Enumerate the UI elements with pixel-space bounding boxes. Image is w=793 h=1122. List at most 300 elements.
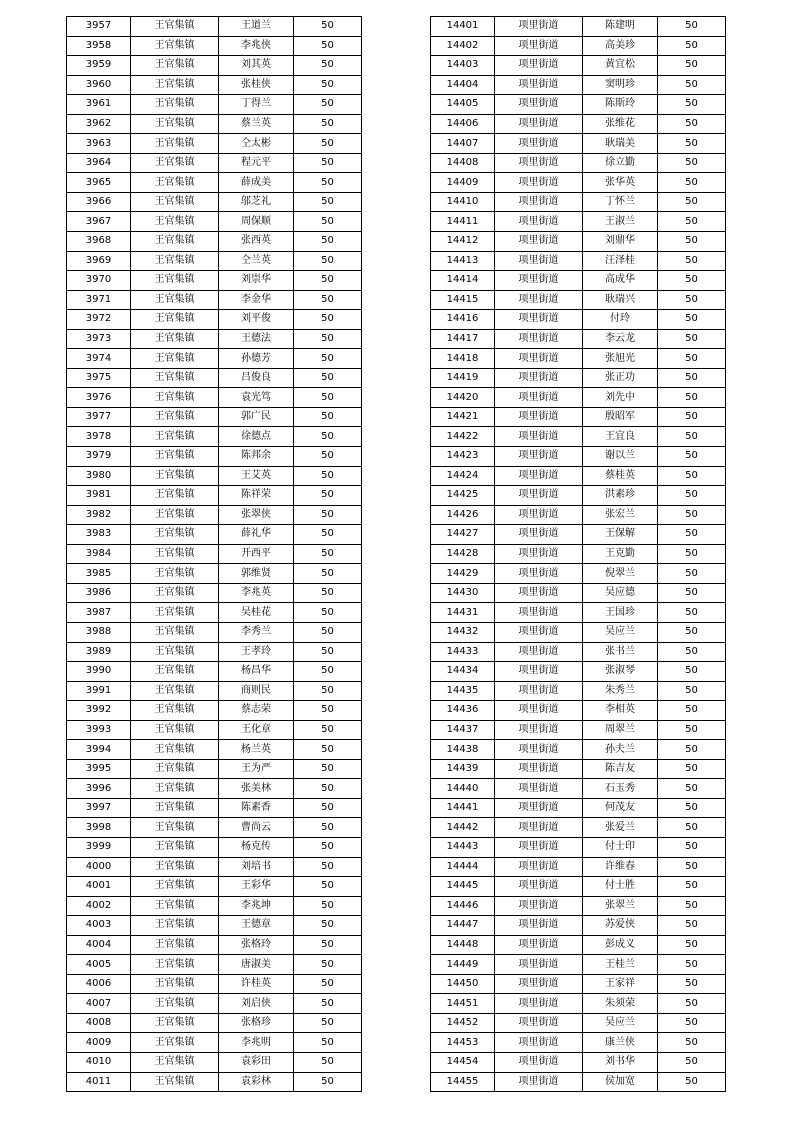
- amount-cell: 50: [658, 486, 726, 506]
- town-cell: 王官集镇: [131, 134, 219, 154]
- table-row: [67, 662, 362, 682]
- amount-cell: 50: [658, 525, 726, 545]
- town-cell: 王官集镇: [131, 486, 219, 506]
- serial-number-cell: 14402: [431, 36, 495, 56]
- amount-cell: 50: [658, 134, 726, 154]
- table-row: [67, 251, 362, 271]
- amount-cell: 50: [658, 36, 726, 56]
- amount-cell: 50: [658, 251, 726, 271]
- name-cell: 丁得兰: [219, 95, 294, 115]
- serial-number-cell: 14426: [431, 505, 495, 525]
- serial-number-cell: 3962: [67, 114, 131, 134]
- name-cell: 耿瑞美: [583, 134, 658, 154]
- table-row: [431, 1013, 726, 1033]
- name-cell: 苏爱侠: [583, 916, 658, 936]
- town-cell: 王官集镇: [131, 1072, 219, 1092]
- town-cell: 王官集镇: [131, 407, 219, 427]
- town-cell: 项里街道: [495, 701, 583, 721]
- serial-number-cell: 14410: [431, 192, 495, 212]
- name-cell: 吴应兰: [583, 1013, 658, 1033]
- town-cell: 项里街道: [495, 114, 583, 134]
- name-cell: 张美林: [219, 779, 294, 799]
- serial-number-cell: 14412: [431, 232, 495, 252]
- name-cell: 张爱兰: [583, 818, 658, 838]
- town-cell: 项里街道: [495, 192, 583, 212]
- serial-number-cell: 14441: [431, 798, 495, 818]
- name-cell: 王德章: [219, 916, 294, 936]
- name-cell: 周翠兰: [583, 720, 658, 740]
- table-row: [431, 290, 726, 310]
- name-cell: 石玉秀: [583, 779, 658, 799]
- amount-cell: 50: [294, 603, 362, 623]
- town-cell: 王官集镇: [131, 798, 219, 818]
- amount-cell: 50: [658, 271, 726, 291]
- name-cell: 杨昌华: [219, 662, 294, 682]
- town-cell: 项里街道: [495, 818, 583, 838]
- table-row: [67, 1072, 362, 1092]
- name-cell: 张淑琴: [583, 662, 658, 682]
- table-row: [431, 1072, 726, 1092]
- serial-number-cell: 3958: [67, 36, 131, 56]
- table-row: [431, 212, 726, 232]
- serial-number-cell: 14443: [431, 837, 495, 857]
- table-row: [67, 75, 362, 95]
- table-row: [67, 955, 362, 975]
- name-cell: 李兆侠: [219, 36, 294, 56]
- name-cell: 陈吉友: [583, 759, 658, 779]
- table-row: [67, 935, 362, 955]
- table-row: [431, 36, 726, 56]
- amount-cell: 50: [294, 974, 362, 994]
- table-row: [431, 505, 726, 525]
- left-table: [66, 16, 362, 1092]
- amount-cell: 50: [294, 818, 362, 838]
- serial-number-cell: 14430: [431, 583, 495, 603]
- amount-cell: 50: [658, 232, 726, 252]
- name-cell: 王保解: [583, 525, 658, 545]
- amount-cell: 50: [658, 935, 726, 955]
- name-cell: 邬芝礼: [219, 192, 294, 212]
- serial-number-cell: 14424: [431, 466, 495, 486]
- town-cell: 王官集镇: [131, 974, 219, 994]
- amount-cell: 50: [294, 153, 362, 173]
- serial-number-cell: 3977: [67, 407, 131, 427]
- town-cell: 项里街道: [495, 564, 583, 584]
- name-cell: 侯加宽: [583, 1072, 658, 1092]
- serial-number-cell: 3969: [67, 251, 131, 271]
- name-cell: 杨兰英: [219, 740, 294, 760]
- serial-number-cell: 3990: [67, 662, 131, 682]
- amount-cell: 50: [294, 857, 362, 877]
- name-cell: 吴应德: [583, 583, 658, 603]
- name-cell: 张旭光: [583, 349, 658, 369]
- table-row: [67, 759, 362, 779]
- town-cell: 项里街道: [495, 857, 583, 877]
- table-row: [431, 779, 726, 799]
- serial-number-cell: 4001: [67, 877, 131, 897]
- table-row: [67, 916, 362, 936]
- serial-number-cell: 3966: [67, 192, 131, 212]
- name-cell: 许桂英: [219, 974, 294, 994]
- town-cell: 项里街道: [495, 290, 583, 310]
- serial-number-cell: 3987: [67, 603, 131, 623]
- amount-cell: 50: [658, 1013, 726, 1033]
- serial-number-cell: 14445: [431, 877, 495, 897]
- serial-number-cell: 3970: [67, 271, 131, 291]
- table-row: [431, 935, 726, 955]
- name-cell: 王德法: [219, 329, 294, 349]
- table-row: [67, 192, 362, 212]
- town-cell: 项里街道: [495, 525, 583, 545]
- serial-number-cell: 3963: [67, 134, 131, 154]
- name-cell: 黄宜松: [583, 56, 658, 76]
- name-cell: 王淑兰: [583, 212, 658, 232]
- name-cell: 刘培书: [219, 857, 294, 877]
- name-cell: 袁光笃: [219, 388, 294, 408]
- table-row: [67, 1033, 362, 1053]
- table-row: [67, 994, 362, 1014]
- town-cell: 王官集镇: [131, 681, 219, 701]
- serial-number-cell: 3968: [67, 232, 131, 252]
- name-cell: 张西英: [219, 232, 294, 252]
- name-cell: 刘崇华: [219, 271, 294, 291]
- table-row: [431, 583, 726, 603]
- town-cell: 项里街道: [495, 955, 583, 975]
- amount-cell: 50: [658, 662, 726, 682]
- serial-number-cell: 3964: [67, 153, 131, 173]
- amount-cell: 50: [294, 290, 362, 310]
- town-cell: 项里街道: [495, 212, 583, 232]
- name-cell: 蔡兰英: [219, 114, 294, 134]
- serial-number-cell: 4005: [67, 955, 131, 975]
- amount-cell: 50: [658, 759, 726, 779]
- town-cell: 王官集镇: [131, 857, 219, 877]
- name-cell: 李金华: [219, 290, 294, 310]
- town-cell: 项里街道: [495, 251, 583, 271]
- amount-cell: 50: [294, 935, 362, 955]
- town-cell: 项里街道: [495, 877, 583, 897]
- town-cell: 项里街道: [495, 407, 583, 427]
- amount-cell: 50: [294, 701, 362, 721]
- table-row: [431, 232, 726, 252]
- table-row: [431, 564, 726, 584]
- table-row: [431, 368, 726, 388]
- amount-cell: 50: [294, 368, 362, 388]
- town-cell: 王官集镇: [131, 1013, 219, 1033]
- serial-number-cell: 14428: [431, 544, 495, 564]
- amount-cell: 50: [658, 681, 726, 701]
- table-row: [431, 701, 726, 721]
- town-cell: 王官集镇: [131, 525, 219, 545]
- town-cell: 项里街道: [495, 720, 583, 740]
- serial-number-cell: 14417: [431, 329, 495, 349]
- town-cell: 王官集镇: [131, 232, 219, 252]
- table-row: [431, 877, 726, 897]
- town-cell: 王官集镇: [131, 818, 219, 838]
- table-row: [67, 153, 362, 173]
- serial-number-cell: 14406: [431, 114, 495, 134]
- serial-number-cell: 4011: [67, 1072, 131, 1092]
- serial-number-cell: 14434: [431, 662, 495, 682]
- town-cell: 项里街道: [495, 271, 583, 291]
- serial-number-cell: 3999: [67, 837, 131, 857]
- serial-number-cell: 14442: [431, 818, 495, 838]
- table-row: [431, 134, 726, 154]
- name-cell: 张翠兰: [583, 896, 658, 916]
- serial-number-cell: 14449: [431, 955, 495, 975]
- amount-cell: 50: [658, 877, 726, 897]
- name-cell: 吴桂花: [219, 603, 294, 623]
- amount-cell: 50: [294, 75, 362, 95]
- town-cell: 王官集镇: [131, 173, 219, 193]
- name-cell: 朱须荣: [583, 994, 658, 1014]
- table-row: [431, 544, 726, 564]
- table-row: [67, 603, 362, 623]
- name-cell: 张桂侠: [219, 75, 294, 95]
- name-cell: 张华英: [583, 173, 658, 193]
- name-cell: 高成华: [583, 271, 658, 291]
- town-cell: 王官集镇: [131, 349, 219, 369]
- town-cell: 王官集镇: [131, 427, 219, 447]
- town-cell: 项里街道: [495, 388, 583, 408]
- amount-cell: 50: [294, 662, 362, 682]
- table-row: [431, 994, 726, 1014]
- table-row: [431, 329, 726, 349]
- amount-cell: 50: [294, 232, 362, 252]
- serial-number-cell: 3982: [67, 505, 131, 525]
- table-row: [67, 681, 362, 701]
- town-cell: 王官集镇: [131, 17, 219, 37]
- serial-number-cell: 14419: [431, 368, 495, 388]
- town-cell: 项里街道: [495, 662, 583, 682]
- serial-number-cell: 14452: [431, 1013, 495, 1033]
- table-row: [431, 407, 726, 427]
- amount-cell: 50: [294, 329, 362, 349]
- name-cell: 李秀兰: [219, 622, 294, 642]
- name-cell: 彭成义: [583, 935, 658, 955]
- table-row: [67, 564, 362, 584]
- name-cell: 张格玲: [219, 935, 294, 955]
- table-row: [67, 544, 362, 564]
- serial-number-cell: 14440: [431, 779, 495, 799]
- town-cell: 项里街道: [495, 1052, 583, 1072]
- serial-number-cell: 3961: [67, 95, 131, 115]
- amount-cell: 50: [658, 720, 726, 740]
- town-cell: 王官集镇: [131, 779, 219, 799]
- amount-cell: 50: [294, 56, 362, 76]
- amount-cell: 50: [294, 583, 362, 603]
- serial-number-cell: 14436: [431, 701, 495, 721]
- serial-number-cell: 3985: [67, 564, 131, 584]
- table-row: [67, 17, 362, 37]
- serial-number-cell: 14411: [431, 212, 495, 232]
- name-cell: 蔡志荣: [219, 701, 294, 721]
- right-table: [430, 16, 726, 1092]
- town-cell: 项里街道: [495, 329, 583, 349]
- amount-cell: 50: [294, 1013, 362, 1033]
- amount-cell: 50: [294, 251, 362, 271]
- town-cell: 项里街道: [495, 466, 583, 486]
- town-cell: 王官集镇: [131, 935, 219, 955]
- town-cell: 王官集镇: [131, 622, 219, 642]
- amount-cell: 50: [294, 622, 362, 642]
- amount-cell: 50: [658, 583, 726, 603]
- name-cell: 刘先中: [583, 388, 658, 408]
- amount-cell: 50: [294, 310, 362, 330]
- serial-number-cell: 3960: [67, 75, 131, 95]
- name-cell: 殷昭军: [583, 407, 658, 427]
- table-row: [431, 271, 726, 291]
- amount-cell: 50: [658, 56, 726, 76]
- name-cell: 王孝玲: [219, 642, 294, 662]
- amount-cell: 50: [294, 740, 362, 760]
- town-cell: 项里街道: [495, 349, 583, 369]
- name-cell: 王国珍: [583, 603, 658, 623]
- name-cell: 张书兰: [583, 642, 658, 662]
- table-row: [431, 798, 726, 818]
- town-cell: 王官集镇: [131, 466, 219, 486]
- name-cell: 付玲: [583, 310, 658, 330]
- name-cell: 窦明珍: [583, 75, 658, 95]
- table-row: [431, 251, 726, 271]
- name-cell: 吕俊良: [219, 368, 294, 388]
- amount-cell: 50: [658, 192, 726, 212]
- town-cell: 王官集镇: [131, 447, 219, 467]
- amount-cell: 50: [294, 212, 362, 232]
- town-cell: 项里街道: [495, 603, 583, 623]
- amount-cell: 50: [294, 779, 362, 799]
- serial-number-cell: 14407: [431, 134, 495, 154]
- table-row: [431, 662, 726, 682]
- town-cell: 项里街道: [495, 1072, 583, 1092]
- name-cell: 王道兰: [219, 17, 294, 37]
- table-row: [67, 388, 362, 408]
- table-row: [431, 192, 726, 212]
- name-cell: 李兆英: [219, 583, 294, 603]
- serial-number-cell: 14423: [431, 447, 495, 467]
- town-cell: 项里街道: [495, 232, 583, 252]
- table-row: [431, 17, 726, 37]
- table-row: [67, 134, 362, 154]
- name-cell: 康兰侠: [583, 1033, 658, 1053]
- serial-number-cell: 3976: [67, 388, 131, 408]
- amount-cell: 50: [294, 877, 362, 897]
- name-cell: 薛成美: [219, 173, 294, 193]
- town-cell: 王官集镇: [131, 896, 219, 916]
- table-row: [67, 212, 362, 232]
- amount-cell: 50: [294, 681, 362, 701]
- table-row: [431, 173, 726, 193]
- amount-cell: 50: [658, 1072, 726, 1092]
- amount-cell: 50: [658, 388, 726, 408]
- table-row: [431, 720, 726, 740]
- amount-cell: 50: [294, 173, 362, 193]
- amount-cell: 50: [658, 857, 726, 877]
- town-cell: 项里街道: [495, 759, 583, 779]
- amount-cell: 50: [294, 36, 362, 56]
- town-cell: 项里街道: [495, 1033, 583, 1053]
- name-cell: 仝兰英: [219, 251, 294, 271]
- serial-number-cell: 3972: [67, 310, 131, 330]
- serial-number-cell: 3998: [67, 818, 131, 838]
- amount-cell: 50: [658, 310, 726, 330]
- name-cell: 刘其英: [219, 56, 294, 76]
- town-cell: 项里街道: [495, 173, 583, 193]
- amount-cell: 50: [658, 701, 726, 721]
- table-row: [67, 407, 362, 427]
- amount-cell: 50: [294, 95, 362, 115]
- town-cell: 项里街道: [495, 544, 583, 564]
- serial-number-cell: 14413: [431, 251, 495, 271]
- name-cell: 耿瑞兴: [583, 290, 658, 310]
- amount-cell: 50: [658, 544, 726, 564]
- town-cell: 王官集镇: [131, 36, 219, 56]
- serial-number-cell: 4003: [67, 916, 131, 936]
- name-cell: 张翠侠: [219, 505, 294, 525]
- serial-number-cell: 14425: [431, 486, 495, 506]
- amount-cell: 50: [658, 153, 726, 173]
- serial-number-cell: 3992: [67, 701, 131, 721]
- town-cell: 项里街道: [495, 56, 583, 76]
- table-row: [67, 173, 362, 193]
- town-cell: 王官集镇: [131, 720, 219, 740]
- name-cell: 郭维贤: [219, 564, 294, 584]
- amount-cell: 50: [658, 75, 726, 95]
- serial-number-cell: 3986: [67, 583, 131, 603]
- town-cell: 王官集镇: [131, 153, 219, 173]
- serial-number-cell: 4008: [67, 1013, 131, 1033]
- name-cell: 孙德芳: [219, 349, 294, 369]
- serial-number-cell: 14409: [431, 173, 495, 193]
- serial-number-cell: 3979: [67, 447, 131, 467]
- serial-number-cell: 4010: [67, 1052, 131, 1072]
- serial-number-cell: 14427: [431, 525, 495, 545]
- town-cell: 王官集镇: [131, 916, 219, 936]
- name-cell: 陈祥荣: [219, 486, 294, 506]
- serial-number-cell: 14401: [431, 17, 495, 37]
- serial-number-cell: 14455: [431, 1072, 495, 1092]
- town-cell: 王官集镇: [131, 505, 219, 525]
- table-row: [67, 56, 362, 76]
- town-cell: 王官集镇: [131, 994, 219, 1014]
- name-cell: 张格珍: [219, 1013, 294, 1033]
- amount-cell: 50: [294, 955, 362, 975]
- table-row: [67, 290, 362, 310]
- table-row: [431, 447, 726, 467]
- town-cell: 王官集镇: [131, 368, 219, 388]
- name-cell: 李云龙: [583, 329, 658, 349]
- name-cell: 谢以兰: [583, 447, 658, 467]
- amount-cell: 50: [658, 642, 726, 662]
- name-cell: 袁彩林: [219, 1072, 294, 1092]
- amount-cell: 50: [658, 974, 726, 994]
- town-cell: 项里街道: [495, 974, 583, 994]
- table-row: [67, 877, 362, 897]
- amount-cell: 50: [294, 916, 362, 936]
- amount-cell: 50: [294, 427, 362, 447]
- table-row: [67, 447, 362, 467]
- town-cell: 项里街道: [495, 134, 583, 154]
- amount-cell: 50: [294, 134, 362, 154]
- serial-number-cell: 3994: [67, 740, 131, 760]
- amount-cell: 50: [294, 349, 362, 369]
- town-cell: 王官集镇: [131, 329, 219, 349]
- town-cell: 王官集镇: [131, 114, 219, 134]
- serial-number-cell: 14405: [431, 95, 495, 115]
- name-cell: 程元平: [219, 153, 294, 173]
- table-row: [67, 310, 362, 330]
- amount-cell: 50: [658, 603, 726, 623]
